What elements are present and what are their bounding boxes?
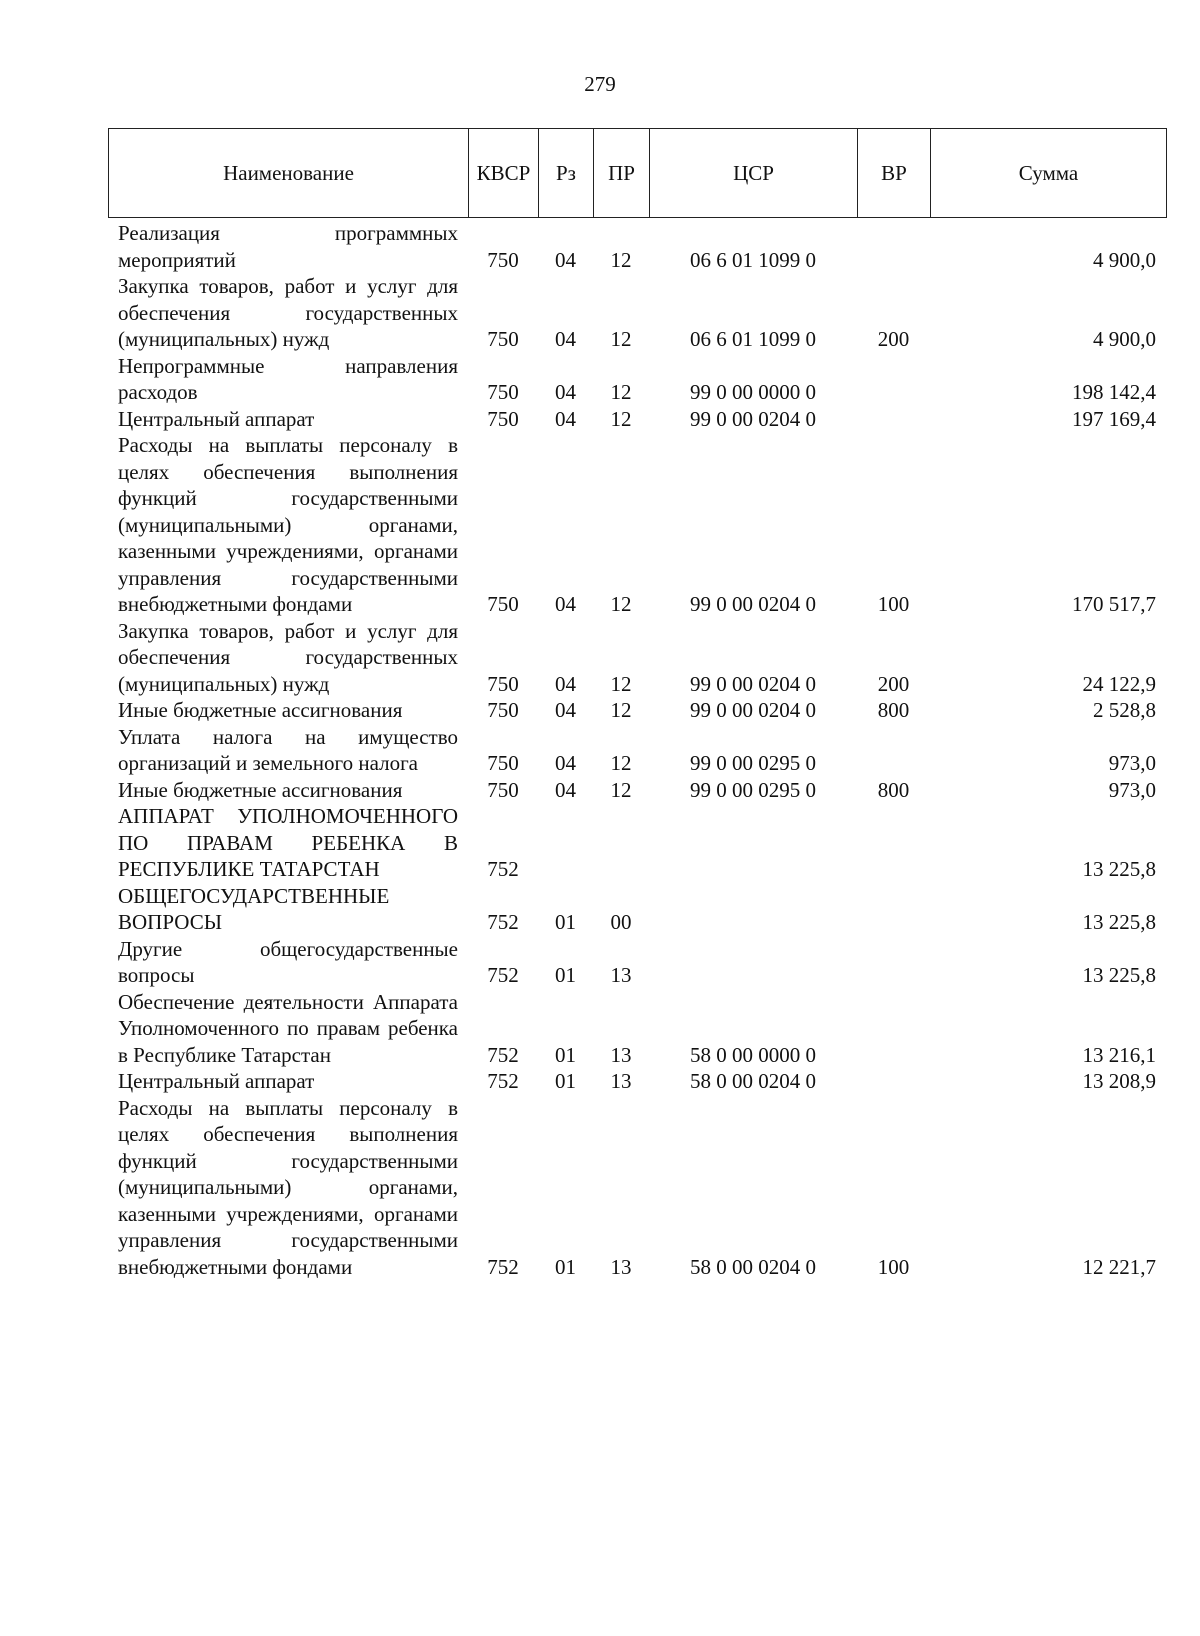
header-sum: Сумма bbox=[931, 129, 1167, 218]
cell-vr: 200 bbox=[877, 671, 910, 696]
cell-csr: 99 0 00 0295 0 bbox=[690, 777, 816, 802]
header-csr: ЦСР bbox=[650, 129, 858, 218]
cell-rz: 01 bbox=[555, 910, 576, 934]
table-row bbox=[108, 803, 1166, 883]
cell-rz: 04 bbox=[555, 247, 576, 272]
cell-sum: 2 528,8 bbox=[1093, 698, 1156, 722]
cell-name: Уплата налога на имущество организаций и земельного налога bbox=[118, 724, 458, 775]
cell-kvsr: 752 bbox=[487, 1254, 519, 1279]
cell-vr bbox=[857, 883, 930, 936]
cell-pr: 12 bbox=[610, 777, 632, 802]
cell-sum: 197 169,4 bbox=[1072, 406, 1156, 431]
cell-pr: 12 bbox=[610, 698, 632, 722]
cell-sum: 13 225,8 bbox=[1082, 857, 1156, 881]
cell-vr bbox=[857, 724, 930, 777]
cell-sum: 4 900,0 bbox=[1093, 247, 1156, 272]
cell-csr: 58 0 00 0204 0 bbox=[690, 1254, 816, 1279]
table-row bbox=[108, 618, 1166, 698]
cell-sum: 170 517,7 bbox=[1072, 592, 1156, 616]
cell-name: Иные бюджетные ассигнования bbox=[118, 777, 403, 802]
cell-rz: 01 bbox=[555, 1254, 576, 1279]
cell-name: Другие общегосударственные вопросы bbox=[118, 936, 458, 987]
cell-csr: 99 0 00 0204 0 bbox=[690, 592, 816, 616]
table-body bbox=[108, 220, 1166, 1280]
cell-sum: 198 142,4 bbox=[1072, 380, 1156, 404]
cell-pr: 13 bbox=[610, 1069, 632, 1093]
cell-vr: 800 bbox=[877, 777, 910, 802]
cell-pr: 12 bbox=[610, 380, 632, 404]
table-row bbox=[108, 1095, 1166, 1281]
cell-name: Закупка товаров, работ и услуг для обеспечения государственных (муниципальных) нужд bbox=[118, 274, 458, 351]
cell-pr: 13 bbox=[610, 1042, 632, 1067]
cell-rz: 04 bbox=[555, 406, 576, 431]
cell-kvsr: 750 bbox=[487, 777, 519, 802]
cell-csr: 99 0 00 0204 0 bbox=[690, 671, 816, 696]
cell-csr bbox=[649, 803, 857, 883]
cell-sum: 973,0 bbox=[1108, 777, 1156, 802]
table-row bbox=[108, 724, 1166, 777]
cell-rz: 04 bbox=[555, 777, 576, 802]
cell-vr bbox=[857, 353, 930, 406]
table-row bbox=[108, 883, 1166, 936]
cell-name: Обеспечение деятельности Аппарата Уполномоченного по правам ребенка в Республике Татарстан bbox=[118, 989, 458, 1067]
cell-kvsr: 750 bbox=[487, 247, 519, 272]
cell-rz: 04 bbox=[555, 327, 576, 351]
cell-rz: 01 bbox=[555, 1042, 576, 1067]
table-row bbox=[108, 697, 1166, 724]
cell-vr: 100 bbox=[877, 592, 910, 616]
header-vr: ВР bbox=[858, 129, 931, 218]
table-row bbox=[108, 432, 1166, 618]
cell-vr bbox=[857, 406, 930, 433]
cell-kvsr: 752 bbox=[487, 963, 519, 987]
table-header bbox=[108, 128, 1167, 218]
cell-name: Центральный аппарат bbox=[118, 406, 315, 431]
cell-name: Расходы на выплаты персоналу в целях обеспечения выполнения функций государственными (муниципальными) органами, казенными учреждениями, органами управления государственными внебюджетными фондами bbox=[118, 1095, 458, 1279]
cell-vr: 100 bbox=[877, 1254, 910, 1279]
cell-csr: 06 6 01 1099 0 bbox=[690, 327, 816, 351]
cell-pr: 00 bbox=[610, 910, 632, 934]
table-row bbox=[108, 777, 1166, 804]
cell-pr: 13 bbox=[610, 963, 632, 987]
cell-kvsr: 752 bbox=[487, 857, 519, 881]
cell-pr: 12 bbox=[610, 751, 632, 775]
table-row bbox=[108, 353, 1166, 406]
cell-name: Закупка товаров, работ и услуг для обеспечения государственных (муниципальных) нужд bbox=[118, 618, 458, 696]
cell-kvsr: 750 bbox=[487, 671, 519, 696]
cell-name: ОБЩЕГОСУДАРСТВЕННЫЕ ВОПРОСЫ bbox=[118, 883, 390, 934]
cell-pr: 12 bbox=[610, 247, 632, 272]
cell-kvsr: 752 bbox=[487, 910, 519, 934]
cell-kvsr: 750 bbox=[487, 698, 519, 722]
cell-kvsr: 750 bbox=[487, 327, 519, 351]
cell-pr: 13 bbox=[610, 1254, 632, 1279]
cell-sum: 24 122,9 bbox=[1082, 671, 1156, 696]
cell-kvsr: 750 bbox=[487, 380, 519, 404]
cell-vr bbox=[857, 936, 930, 989]
cell-name: Центральный аппарат bbox=[118, 1069, 315, 1093]
table-row bbox=[108, 936, 1166, 989]
table-row bbox=[108, 989, 1166, 1069]
header-rz: Рз bbox=[539, 129, 594, 218]
cell-rz: 01 bbox=[555, 963, 576, 987]
cell-name: Расходы на выплаты персоналу в целях обеспечения выполнения функций государственными (муниципальными) органами, казенными учреждениями, органами управления государственными внебюджетными фондами bbox=[118, 433, 458, 616]
cell-csr bbox=[649, 936, 857, 989]
cell-rz: 04 bbox=[555, 671, 576, 696]
cell-sum: 12 221,7 bbox=[1082, 1254, 1156, 1279]
cell-kvsr: 750 bbox=[487, 592, 519, 616]
cell-rz: 04 bbox=[555, 751, 576, 775]
cell-pr: 12 bbox=[610, 592, 632, 616]
cell-rz: 04 bbox=[555, 592, 576, 616]
cell-pr: 12 bbox=[610, 671, 632, 696]
table-row bbox=[108, 406, 1166, 433]
cell-sum: 13 216,1 bbox=[1082, 1042, 1156, 1067]
cell-name: Иные бюджетные ассигнования bbox=[118, 698, 403, 722]
header-name: Наименование bbox=[109, 129, 469, 218]
cell-name: Реализация программных мероприятий bbox=[118, 221, 458, 272]
cell-kvsr: 752 bbox=[487, 1069, 519, 1093]
table-row bbox=[108, 273, 1166, 353]
cell-rz: 01 bbox=[555, 1069, 576, 1093]
cell-kvsr: 750 bbox=[487, 406, 519, 431]
table-row bbox=[108, 1068, 1166, 1095]
header-pr: ПР bbox=[594, 129, 650, 218]
table-row bbox=[108, 220, 1166, 273]
cell-pr: 12 bbox=[610, 327, 632, 351]
cell-vr bbox=[857, 989, 930, 1069]
cell-pr: 12 bbox=[610, 406, 632, 431]
cell-rz bbox=[538, 803, 593, 883]
cell-sum: 13 208,9 bbox=[1082, 1069, 1156, 1093]
cell-name: Непрограммные направления расходов bbox=[118, 353, 458, 404]
cell-csr: 99 0 00 0000 0 bbox=[690, 380, 816, 404]
cell-vr bbox=[857, 220, 930, 273]
cell-sum: 973,0 bbox=[1108, 751, 1156, 775]
cell-pr bbox=[593, 803, 649, 883]
cell-kvsr: 752 bbox=[487, 1042, 519, 1067]
cell-csr: 99 0 00 0204 0 bbox=[690, 406, 816, 431]
cell-vr bbox=[857, 803, 930, 883]
cell-kvsr: 750 bbox=[487, 751, 519, 775]
cell-csr bbox=[649, 883, 857, 936]
cell-csr: 99 0 00 0295 0 bbox=[690, 751, 816, 775]
cell-rz: 04 bbox=[555, 698, 576, 722]
cell-csr: 99 0 00 0204 0 bbox=[690, 698, 816, 722]
cell-vr bbox=[857, 1068, 930, 1095]
cell-name: АППАРАТ УПОЛНОМОЧЕННОГО ПО ПРАВАМ РЕБЕНКА В РЕСПУБЛИКЕ ТАТАРСТАН bbox=[118, 804, 458, 881]
page-number: 279 bbox=[584, 72, 616, 96]
cell-rz: 04 bbox=[555, 380, 576, 404]
cell-sum: 13 225,8 bbox=[1082, 910, 1156, 934]
cell-sum: 4 900,0 bbox=[1093, 327, 1156, 351]
cell-vr: 800 bbox=[877, 698, 910, 722]
cell-csr: 58 0 00 0204 0 bbox=[690, 1069, 816, 1093]
cell-vr: 200 bbox=[877, 327, 910, 351]
cell-sum: 13 225,8 bbox=[1082, 963, 1156, 987]
header-kvsr: КВСР bbox=[469, 129, 539, 218]
cell-csr: 58 0 00 0000 0 bbox=[690, 1042, 816, 1067]
cell-csr: 06 6 01 1099 0 bbox=[690, 247, 816, 272]
